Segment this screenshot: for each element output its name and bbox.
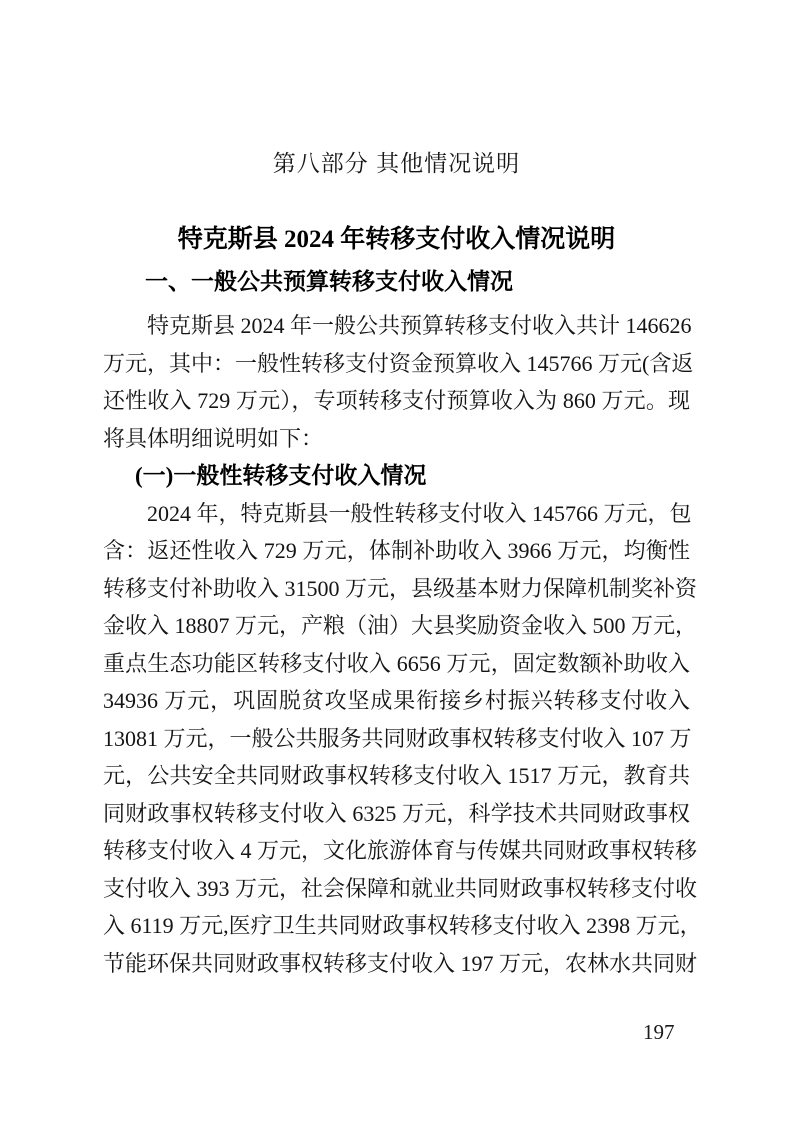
paragraph-2-line: 金收入 18807 万元，产粮（油）大县奖励资金收入 500 万元， [103, 613, 698, 638]
paragraph-2-line: 34936 万元，巩固脱贫攻坚成果衔接乡村振兴转移支付收入 [103, 688, 690, 713]
paragraph-2-line: 元，公共安全共同财政事权转移支付收入 1517 万元，教育共 [103, 763, 690, 788]
paragraph-2-line: 2024 年，特克斯县一般性转移支付收入 145766 万元，包 [147, 500, 692, 526]
document-title: 特克斯县 2024 年转移支付收入情况说明 [177, 226, 616, 253]
paragraph-2-line: 入 6119 万元,医疗卫生共同财政事权转移支付收入 2398 万元， [103, 913, 702, 938]
paragraph-1-line: 将具体明细说明如下： [103, 425, 324, 451]
paragraph-2-line: 含：返还性收入 729 万元，体制补助收入 3966 万元，均衡性 [103, 538, 690, 563]
paragraph-2-line: 13081 万元，一般公共服务共同财政事权转移支付收入 107 万 [103, 725, 692, 751]
paragraph-2-line: 转移支付补助收入 31500 万元，县级基本财力保障机制奖补资 [103, 575, 698, 601]
section-1-heading: 一、一般公共预算转移支付收入情况 [145, 269, 513, 294]
paragraph-2-line: 节能环保共同财政事权转移支付收入 197 万元，农林水共同财 [103, 950, 698, 976]
paragraph-2-line: 支付收入 393 万元，社会保障和就业共同财政事权转移支付收 [103, 875, 698, 901]
body-text-block [103, 307, 702, 982]
paragraph-1-line: 特克斯县 2024 年一般公共预算转移支付收入共计 146626 [147, 313, 692, 338]
paragraph-1-line: 还性收入 729 万元），专项转移支付预算收入为 860 万元。现 [103, 388, 690, 413]
paragraph-2-line: 重点生态功能区转移支付收入 6656 万元，固定数额补助收入 [103, 650, 690, 676]
subsection-1-heading: (一)一般性转移支付收入情况 [135, 463, 427, 488]
part-heading: 第八部分 其他情况说明 [272, 150, 521, 176]
paragraph-2-line: 转移支付收入 4 万元，文化旅游体育与传媒共同财政事权转移 [103, 838, 698, 863]
page-number: 197 [643, 1020, 675, 1044]
paragraph-2-line: 同财政事权转移支付收入 6325 万元，科学技术共同财政事权 [103, 800, 690, 826]
paragraph-1-line: 万元，其中：一般性转移支付资金预算收入 145766 万元(含返 [103, 350, 694, 376]
